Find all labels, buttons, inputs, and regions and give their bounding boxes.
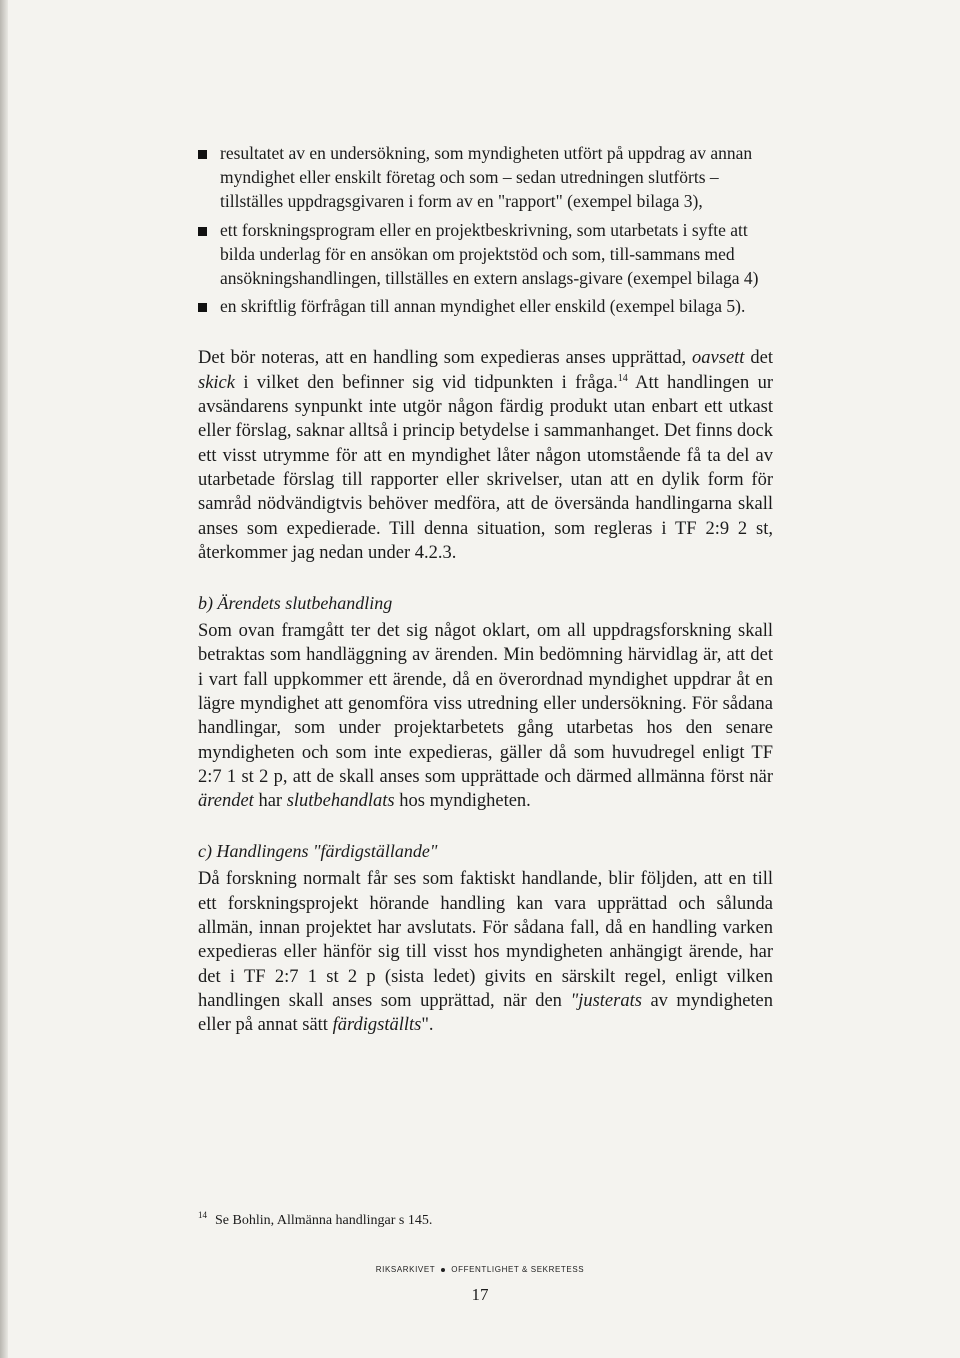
text-run: Att handlingen ur avsändarens synpunkt inte utgör någon färdig produkt utan enbart ett utkast eller förslag, saknar alltså i princip betydelse i sammanhanget. Det finns dock ett visst utrymme för att en myndighet låter någon utomstående få ta del av utarbetade förslag till rapporter eller skrivelser, utan att en dylik form för samråd nödvändigtvis behöver medföra, att de översända handlingarna skall anses som expedierade. Till denna situation, som regleras i TF 2:9 2 st, återkommer jag nedan under 4.2.3.	[198, 372, 774, 563]
paragraph-expedition	[198, 346, 773, 565]
footnote-reference[interactable]: 14	[617, 372, 628, 384]
bullet-text: ett forskningsprogram eller en projektbeskrivning, som utarbetats i syfte att bilda underlag för en ansökan om projektstöd och som, till-sammans med ansökningshandlingen, tillställes en extern anslags-givare (exempel bilaga 4)	[220, 219, 759, 289]
text-run: Som ovan framgått ter det sig något oklart, om all uppdragsforskning skall betraktas som handläggning av ärenden. Min bedömning härvidlag är, att det i vart fall uppkommer ett ärende, då en överordnad myndighet uppdrar åt en lägre myndighet att genomföra viss utredning eller undersökning. För sådana handlingar, som under projektarbetets gång utarbetas hos den senare myndigheten och som inte expedieras, gäller då som huvudregel enligt TF 2:7 1 st 2 p, att de skall anses som upprättade och därmed allmänna först när	[198, 621, 773, 787]
emphasis: skick	[198, 372, 235, 393]
text-run: av myndigheten eller på annat sätt	[198, 990, 774, 1036]
section-heading-c: c) Handlingens "färdigställande"	[198, 841, 438, 862]
footnote-text: Se Bohlin, Allmänna handlingar s 145.	[215, 1213, 433, 1228]
bullet-item	[198, 294, 773, 318]
emphasis: "justerats	[570, 990, 642, 1011]
paragraph-slutbehandling	[198, 619, 773, 813]
text-run: Det bör noteras, att en handling som expedieras anses upprättad,	[198, 348, 693, 369]
footnote-number: 14	[198, 1210, 207, 1221]
bullet-text: resultatet av en undersökning, som myndigheten utfört på uppdrag av annan myndighet eller enskilt företag och som – sedan utredningen slutförts – tillställes uppdragsgivaren i form av en "rapport" (exempel bilaga 3),	[220, 143, 753, 212]
text-run: Då forskning normalt får ses som faktiskt handlande, blir följden, att en till ett forskningsprojekt hörande handling kan vara upprättad och sålunda allmän, innan projektet har avslutats. För sådana fall, då en handling varken expedieras eller hänför sig till visst hos myndigheten anhängigt ärende, har det i TF 2:7 1 st 2 p (sista ledet) givits en särskilt regel, enligt vilken handlingen skall anses som upprättad, när den	[198, 869, 773, 1011]
page-edge	[0, 0, 8, 1358]
bullet-dot-icon	[441, 1268, 445, 1272]
text-run: ".	[421, 1015, 434, 1036]
footer-series: OFFENTLIGHET & SEKRETESS	[451, 1265, 585, 1274]
emphasis: färdigställts	[332, 1015, 422, 1036]
page-number: 17	[471, 1285, 489, 1304]
bullet-text: en skriftlig förfrågan till annan myndighet eller enskild (exempel bilaga 5).	[220, 296, 746, 317]
square-bullet-icon	[198, 150, 207, 159]
text-run: det	[744, 348, 773, 369]
running-footer	[0, 1265, 960, 1274]
paragraph-fardigstallande	[198, 867, 773, 1037]
bullet-item	[198, 218, 773, 291]
emphasis: slutbehandlats	[286, 791, 395, 812]
square-bullet-icon	[198, 227, 207, 236]
footer-publisher: RIKSARKIVET	[375, 1265, 436, 1274]
square-bullet-icon	[198, 303, 207, 312]
emphasis: oavsett	[692, 348, 745, 369]
bullet-list	[198, 141, 773, 318]
text-run: har	[253, 791, 287, 812]
text-run: hos myndigheten.	[394, 791, 531, 812]
bullet-item	[198, 141, 773, 214]
footnote	[198, 1212, 432, 1230]
page-content	[198, 141, 773, 1038]
section-heading-b: b) Ärendets slutbehandling	[198, 593, 393, 614]
emphasis: ärendet	[198, 791, 254, 812]
text-run: i vilket den befinner sig vid tidpunkten i fråga.	[234, 372, 618, 393]
